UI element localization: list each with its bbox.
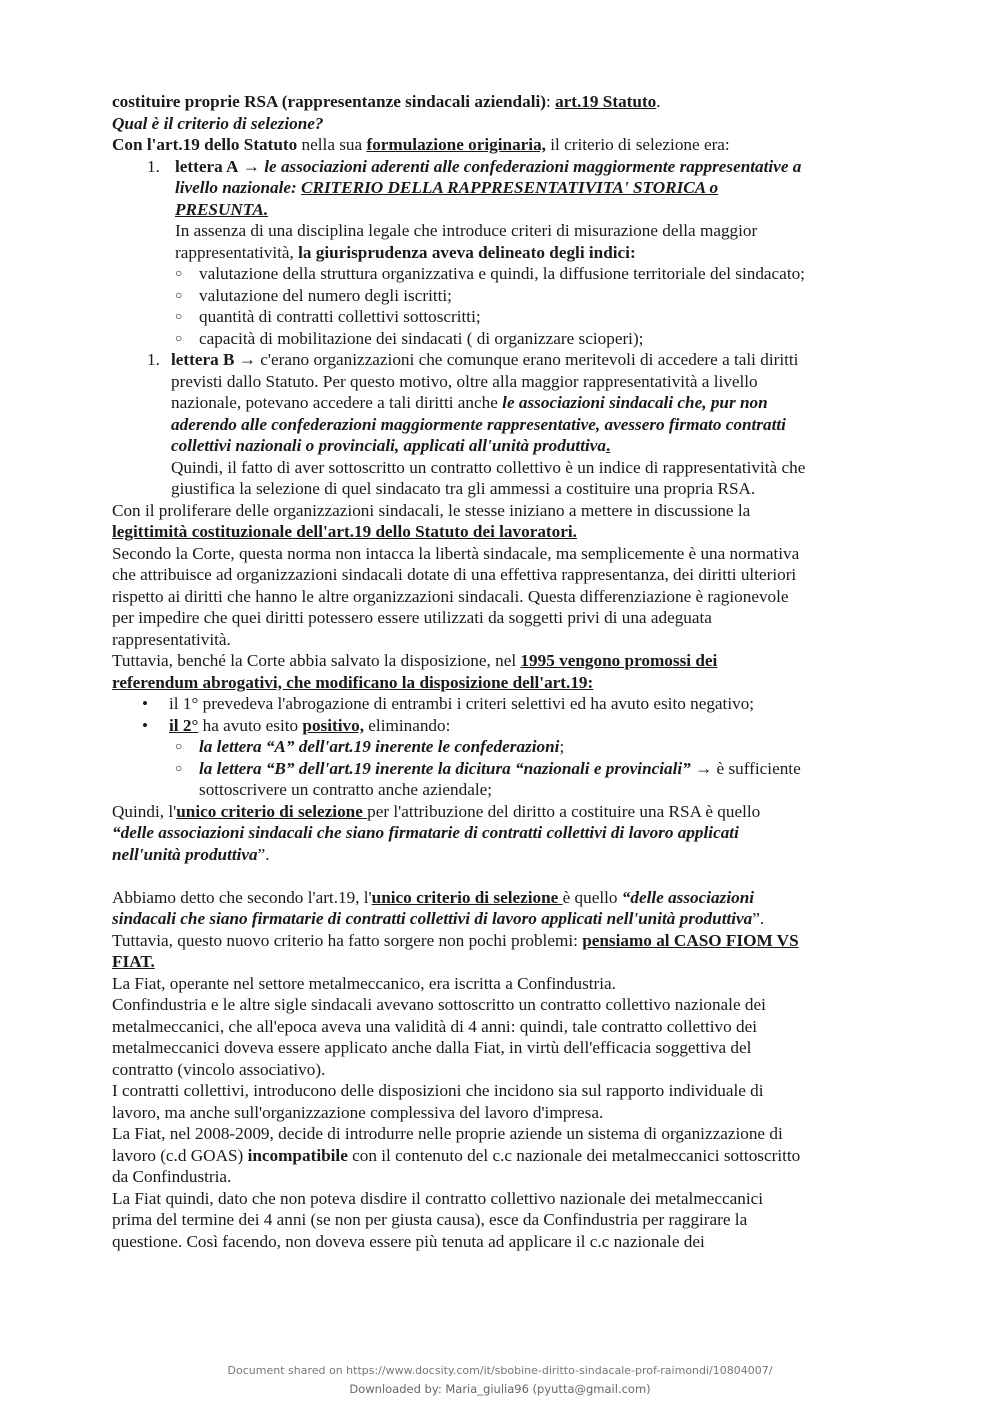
text-line: giustifica la selezione di quel sindacato tra gli ammessi a costituire una propria RSA. xyxy=(171,479,756,498)
bold-text: lettera A xyxy=(175,156,239,176)
text-line: rispetto ai diritti che hanno le altre organizzazioni sindacali. Questa differenziazione è ragionevole xyxy=(112,586,789,606)
text: Quindi, l' xyxy=(112,801,177,821)
bold-text: Con l'art.19 dello Statuto xyxy=(112,135,298,154)
underlined-text: formulazione originaria, xyxy=(366,135,546,154)
list-item xyxy=(112,715,892,737)
text: rappresentatività, xyxy=(175,242,299,262)
list-item-text: quantità di contratti collettivi sottoscritti; xyxy=(199,307,481,326)
bold-italic-text: “delle associazioni xyxy=(621,887,755,907)
underlined-text: unico criterio di selezione xyxy=(371,887,563,907)
footer-shared-link[interactable]: Document shared on https://www.docsity.com/it/sbobine-diritto-sindacale-prof-raimondi/10804007/ xyxy=(227,1364,773,1377)
underlined-text: pensiamo al CASO FIOM VS xyxy=(582,930,799,950)
text-line: I contratti collettivi, introducono delle disposizioni che incidono sia sul rapporto individuale di xyxy=(112,1081,764,1100)
bold-text: lettera B xyxy=(171,350,235,369)
list-item-lettera-b xyxy=(112,349,892,500)
text: c'erano organizzazioni che comunque erano meritevoli di accedere a tali diritti xyxy=(260,350,799,369)
text: ”. xyxy=(257,844,270,864)
bold-text: la giurisprudenza aveva delineato degli indici: xyxy=(298,242,636,262)
bold-italic-text: la lettera “A” dell'art.19 inerente le confederazioni xyxy=(199,737,560,756)
text: lavoro (c.d GOAS) xyxy=(112,1145,248,1165)
list-number: 1. xyxy=(147,156,160,176)
text-line: sottoscrivere un contratto anche aziendale; xyxy=(199,780,493,799)
circle-bullet-icon: ○ xyxy=(175,739,183,753)
text: Abbiamo detto che secondo l'art.19, l' xyxy=(112,887,372,907)
underlined-heading: legittimità costituzionale dell'art.19 dello Statuto dei lavoratori. xyxy=(112,522,577,541)
underlined-text: 1995 vengono promossi dei xyxy=(520,651,718,670)
list-item-text: valutazione della struttura organizzativa e quindi, la diffusione territoriale del sindacato; xyxy=(199,264,805,283)
text-line: che attribuisce ad organizzazioni sindacali dotate di una effettiva rappresentanza, dei diritti ulteriori xyxy=(112,565,797,584)
list-item-text: il 1° prevedeva l'abrogazione di entrambi i criteri selettivi ed ha avuto esito negativo; xyxy=(169,694,755,713)
bold-italic-text: le associazioni aderenti alle confederazioni maggiormente rappresentative a xyxy=(264,156,802,176)
text-line: prima del termine dei 4 anni (se non per giusta causa), esce da Confindustria per raggirare la xyxy=(112,1210,748,1229)
text-line: questione. Così facendo, non doveva essere più tenuta ad applicare il c.c nazionale dei xyxy=(112,1231,705,1251)
text-line: Quindi, il fatto di aver sottoscritto un contratto collettivo è un indice di rappresentatività che xyxy=(171,457,806,477)
list-item-text: capacità di mobilitazione dei sindacati ( di organizzare scioperi); xyxy=(199,328,644,348)
underlined-text: positivo, xyxy=(302,715,364,735)
bold-italic-text: le associazioni sindacali che, pur non xyxy=(502,393,768,412)
text: il criterio di selezione era: xyxy=(545,135,730,154)
bold-italic-text: livello nazionale: xyxy=(175,178,302,197)
paragraph-line xyxy=(112,134,892,156)
text-line: La Fiat quindi, dato che non poteva disdire il contratto collettivo nazionale dei metalmeccanici xyxy=(112,1188,763,1208)
text: Tuttavia, questo nuovo criterio ha fatto sorgere non pochi problemi: xyxy=(112,930,583,950)
text: Tuttavia, benché la Corte abbia salvato la disposizione, nel xyxy=(112,651,521,670)
text-line: Con il proliferare delle organizzazioni sindacali, le stesse iniziano a mettere in discussione la xyxy=(112,500,751,520)
text-line: lavoro, ma anche sull'organizzazione complessiva del lavoro d'impresa. xyxy=(112,1102,604,1122)
underlined-text: FIAT. xyxy=(112,952,155,971)
list-item xyxy=(112,306,892,328)
underlined-text: PRESUNTA. xyxy=(175,199,269,219)
text-line: rappresentatività. xyxy=(112,629,231,649)
text: → è sufficiente xyxy=(690,758,801,778)
circle-bullet-icon: ○ xyxy=(175,330,183,345)
bold-italic-line: aderendo alle confederazioni maggiormente rappresentative, avessero firmato contratti xyxy=(171,414,786,434)
text-line: previsti dallo Statuto. Per questo motivo, oltre alla maggior rappresentatività a livello xyxy=(171,371,758,391)
text-line: contratto (vincolo associativo). xyxy=(112,1059,326,1079)
text-line: per impedire che quei diritti potessero essere utilizzati da soggetti privi di una adeguata xyxy=(112,608,712,627)
arrow-icon: → xyxy=(234,350,261,369)
bold-italic-text: sindacali che siano firmatarie di contratti collettivi di lavoro applicati nell'unità produttiva xyxy=(112,909,753,928)
underlined-text: unico criterio di selezione xyxy=(176,801,368,821)
bold-italic-text: nell'unità produttiva xyxy=(112,844,258,864)
text-line: La Fiat, operante nel settore metalmeccanico, era iscritta a Confindustria. xyxy=(112,973,616,993)
list-item xyxy=(112,736,892,758)
list-item xyxy=(112,285,892,307)
text-line: In assenza di una disciplina legale che introduce criteri di misurazione della maggior xyxy=(175,221,758,240)
text: . xyxy=(656,92,661,111)
text: per l'attribuzione del diritto a costituire una RSA è quello xyxy=(367,801,761,821)
bullet-icon: • xyxy=(142,715,149,735)
list-item xyxy=(112,758,892,801)
circle-bullet-icon: ○ xyxy=(175,760,183,775)
paragraph-fiat xyxy=(112,1188,892,1253)
text: . xyxy=(605,436,611,455)
underlined-reference: art.19 Statuto xyxy=(555,92,657,111)
bold-text: costituire proprie RSA (rappresentanze sindacali aziendali) xyxy=(112,92,546,111)
blank-line xyxy=(112,865,892,887)
text: ”. xyxy=(752,909,765,928)
underlined-text: referendum abrogativi, che modificano la disposizione dell'art.19: xyxy=(112,672,594,692)
text: ha avuto esito xyxy=(198,715,303,735)
paragraph-contratti xyxy=(112,1080,892,1123)
circle-bullet-icon: ○ xyxy=(175,266,183,280)
paragraph-line xyxy=(112,91,892,113)
list-item xyxy=(112,328,892,350)
text-line: metalmeccanici, che all'epoca aveva una validità di 4 anni: quindi, tale contratto collettivo dei xyxy=(112,1016,757,1036)
bullet-icon: • xyxy=(142,694,149,713)
question-heading: Qual è il criterio di selezione? xyxy=(112,113,324,133)
text-line: La Fiat, nel 2008-2009, decide di introdurre nelle proprie aziende un sistema di organizzazione di xyxy=(112,1124,783,1143)
paragraph-confindustria xyxy=(112,994,892,1080)
text-line: Secondo la Corte, questa norma non intacca la libertà sindacale, ma semplicemente è una normativa xyxy=(112,543,800,563)
sub-list-indices xyxy=(112,263,892,349)
text: con il contenuto del c.c nazionale dei metalmeccanici sottoscritto xyxy=(347,1145,801,1165)
text: nella sua xyxy=(297,135,367,154)
list-item-lettera-a xyxy=(112,156,892,264)
text: ; xyxy=(559,737,565,756)
paragraph-corte xyxy=(112,543,892,651)
text-line: Confindustria e le altre sigle sindacali avevano sottoscritto un contratto collettivo nazionale dei xyxy=(112,995,766,1014)
circle-bullet-icon: ○ xyxy=(175,287,183,302)
underlined-text: CRITERIO DELLA RAPPRESENTATIVITA' STORICA o xyxy=(301,178,719,197)
text: è quello xyxy=(562,887,622,907)
underlined-text: il 2° xyxy=(169,715,199,735)
bold-text: incompatibile xyxy=(247,1145,348,1165)
document-body xyxy=(112,91,892,1252)
text: eliminando: xyxy=(364,715,451,735)
list-number: 1. xyxy=(147,350,160,369)
text: : xyxy=(545,92,556,111)
list-item-text: valutazione del numero degli iscritti; xyxy=(199,285,452,305)
circle-bullet-icon: ○ xyxy=(175,309,183,323)
bold-italic-text: collettivi nazionali o provinciali, applicati all'unità produttiva xyxy=(171,436,606,455)
bold-italic-line: “delle associazioni sindacali che siano firmatarie di contratti collettivi di lavoro applicati xyxy=(112,823,739,842)
bold-italic-text: la lettera “B” dell'art.19 inerente la dicitura “nazionali e provinciali” xyxy=(199,758,691,778)
text-line: metalmeccanici doveva essere applicato anche dalla Fiat, in virtù dell'efficacia soggettiva del xyxy=(112,1038,752,1057)
text-line: da Confindustria. xyxy=(112,1167,232,1186)
arrow-icon: → xyxy=(238,156,265,176)
text: nazionale, potevano accedere a tali diritti anche xyxy=(171,393,503,412)
list-item xyxy=(112,693,892,715)
footer-downloaded-by: Downloaded by: Maria_giulia96 (pyutta@gmail.com) xyxy=(349,1382,651,1396)
list-item xyxy=(112,263,892,285)
